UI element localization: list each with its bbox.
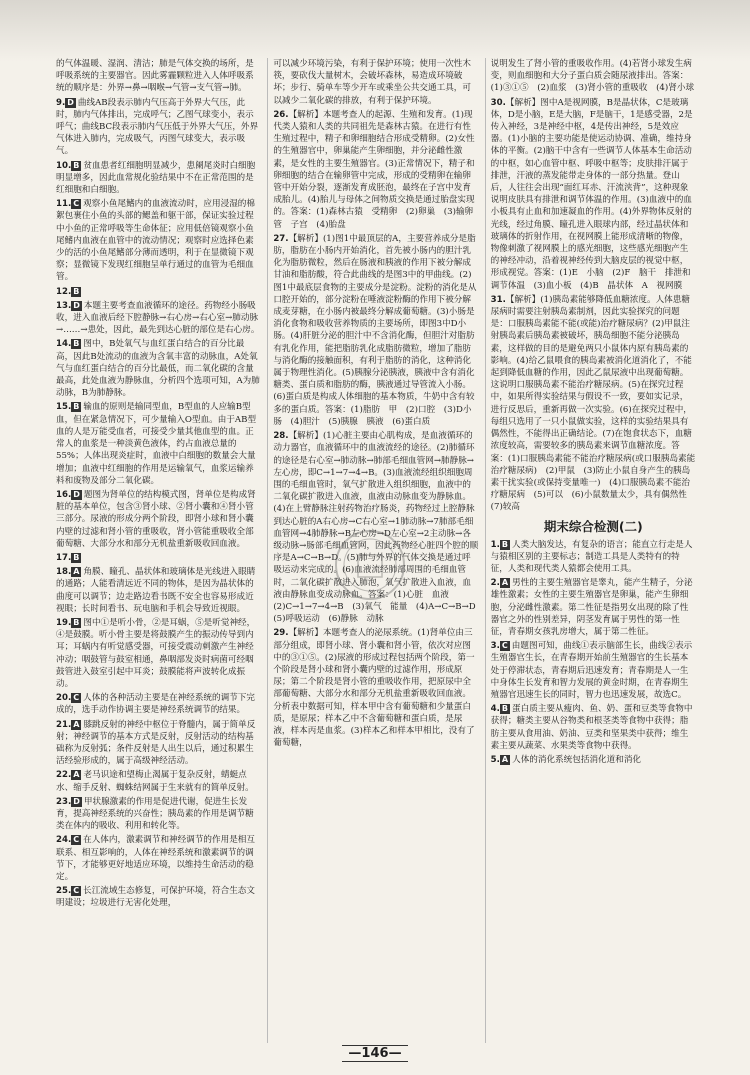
answer-item [491,539,696,576]
answer-item [56,300,261,337]
question-number: 31. [490,294,506,305]
question-number: 18. [56,567,72,578]
explanation-text: 【解析】本题考查人的起源、生殖和发育。(1)现代类人猿和人类的共同祖先是森林古猿。在进行有性生殖过程中，精子和卵细胞结合形成受精卵。(2)女性的生殖器官中，卵巢能产生卵细胞，并分泌雌性激素，是女性的主要生殖器官。(3)正常情况下，精子和卵细胞的结合在输卵管中完成，形成的受精卵在输卵管中开始分裂，逐渐发育成胚泡，最终在子宫中发育成胎儿。(4)胎儿与母体之间物质交换是通过胎盘实现的。答案：(1)森林古猿 受精卵 (2)卵巢 (3)输卵管 子宫 (4)胎盘 [273,109,475,230]
answer-item [491,703,696,752]
question-number: 9. [56,97,66,108]
question-number: 11. [56,199,72,210]
answer-choice-badge: A [73,567,80,577]
answer-item [491,97,696,292]
answer-choice-badge: D [73,796,80,806]
answer-item [273,233,478,428]
question-number: 17. [56,552,72,563]
answer-item [56,566,261,615]
question-number: 3. [490,641,500,652]
question-number: 26. [273,109,289,120]
answer-item [56,834,261,883]
answer-choice-badge: A [501,578,509,588]
explanation-text: 人体的消化系统包括消化道和消化 [512,754,642,765]
explanation-text: 人体的各种活动主要是在神经系统的调节下完成的，选手动作协调主要是神经系统调节的结果。 [56,693,255,716]
explanation-text: 在人体内，激素调节和神经调节的作用是相互联系、相互影响的，人体在神经系统和激素调节的调节下，才能够更好地适应环境，以维持生命活动的稳定。 [56,835,255,882]
answer-choice-badge: B [73,160,80,170]
explanation-text: 角膜、瞳孔、晶状体和玻璃体是光线进入眼睛的通路；人能看清远近不同的物体，是因为晶状体的曲度可以调节；边走路边看书既不安全也容易形成近视眼；长时间看书、玩电脑和手机会导致近视眼。 [56,567,256,614]
answer-item [56,489,261,550]
answer-choice-badge: D [73,300,80,310]
answer-item [56,719,261,768]
question-number: 22. [56,770,72,781]
explanation-text: 【解析】本题考查人的泌尿系统。(1)肾单位由三部分组成，即肾小球、肾小囊和肾小管，依次对应图中的③①⑤。(2)尿液的形成过程包括两个阶段，第一个阶段是肾小球和肾小囊内壁的过滤作用，形成原尿；第二个阶段是肾小管的重吸收作用，把原尿中全部葡萄糖、大部分水和部分无机盐重新吸收回血液。分析表中数据可知，样本甲中含有葡萄糖和少量蛋白质，是原尿；样本乙中不含葡萄糖和蛋白质，是尿液，样本丙是血浆。(3)样本乙和样本甲相比，没有了葡萄糖， [273,628,475,749]
answer-choice-badge: B [501,539,509,549]
explanation-text: 长江流域生态修复，可保护环境，符合生态文明建设；垃圾进行无害化处理， [56,886,255,909]
question-number: 10. [56,160,72,171]
question-number: 13. [56,300,72,311]
answer-item [491,294,696,514]
answer-item [273,58,478,107]
question-number: 30. [490,97,506,108]
answer-item [491,577,696,638]
question-number: 1. [490,539,500,550]
question-number: 12. [56,286,72,297]
answer-choice-badge: B [73,402,80,412]
explanation-text: 【解析】(1)心脏主要由心肌构成，是血液循环的动力器官，血液循环中的血液流经的途径。(2)肺循环的途径是右心室→肺动脉→肺部毛细血管网→肺静脉→左心房，即C→1→7→4→B。(3)血液流经组织细胞周围的毛细血管时，氧气扩散进入组织细胞，血液中的二氧化碳扩散进入血液，血液由动脉血变为静脉血。(4)在上臂静脉注射药物治疗肠炎，药物经过上腔静脉到达心脏的A右心房→C右心室→1肺动脉→7肺部毛细血管网→4肺静脉→B左心房→D左心室→2主动脉→各级动脉→肠部毛细血管网，因此药物经心脏四个腔的顺序是A→C→B→D。(5)肺与外界的气体交换是通过呼吸运动来完成的。(6)血液流经肺部周围的毛细血管时，二氧化碳扩散进入肺泡，氧气扩散进入血液，血液由静脉血变成动脉血。答案：(1)心脏 血液 (2)C→1→7→4→B (3)氧气 能量 (4)A→C→B→D (5)呼吸运动 (6)静脉 动脉 [273,431,485,625]
answer-item [56,97,261,158]
explanation-text: 的气体温暖、湿润、清洁；肺是气体交换的场所，是呼吸系统的主要器官。因此雾霾颗粒进入人体呼吸系统的顺序是：外界→鼻→咽喉→气管→支气管→肺。 [56,59,254,94]
answer-choice-badge: A [73,719,80,729]
question-number: 23. [56,796,72,807]
question-number: 25. [56,886,72,897]
answer-item [56,885,261,909]
explanation-text: 老马识途和望梅止渴属于复杂反射，蜻蜓点水、缩手反射、蜘蛛结网属于生来就有的简单反射。 [56,770,254,793]
explanation-text: 【解析】(1)图1中最顶层的A，主要营养成分是脂肪，脂肪在小肠内开始消化，首先被小肠内的胆汁乳化为脂肪微粒，然后在肠液和胰液的作用下被分解成甘油和脂肪酸，符合此曲线的是图3中的甲曲线。(2)图1中最底层食物的主要成分是淀粉。淀粉的消化是从口腔开始的，部分淀粉在唾液淀粉酶的作用下被分解成麦芽糖，在小肠内被最终分解成葡萄糖。(3)小肠是消化食物和吸收营养物质的主要场所，即图3中D小肠。(4)肝脏分泌的胆汁中不含消化酶，但胆汁对脂肪有乳化作用，能把脂肪乳化成脂肪微粒，增加了脂肪与消化酶的接触面积，有利于脂肪的消化，这种消化属于物理性消化。(5)胰腺分泌胰液，胰液中含有消化糖类、蛋白质和脂肪的酶，胰液通过导管流入小肠。(6)蛋白质是构成人体细胞的基本物质，牛奶中含有较多的蛋白质。答案：(1)脂肪 甲 (2)口腔 (3)D小肠 (4)胆汁 (5)胰腺 胰液 (6)蛋白质 [273,233,477,427]
answer-item [56,552,261,564]
explanation-text: 蛋白质主要从瘦肉、鱼、奶、蛋和豆类等食物中获得；糖类主要从谷物类和根茎类等食物中获得；脂肪主要从食用油、奶油、豆类和坚果类中获得；维生素主要从蔬菜、水果类等食物中获得。 [490,704,693,751]
explanation-text: 由题图可知，曲线①表示脑部生长，曲线②表示生殖器官生长，在青春期开始前生殖器官的生长基本处于停滞状态，青春期后迅速发育；青春期是人一生中身体生长发育和智力发展的黄金时期，在青春期生殖器官迅速生长的同时，智力也迅速发展，故选C。 [490,641,693,700]
explanation-text: 图中，B处氧气与血红蛋白结合的百分比最高，因此B处流动的血液为含氧丰富的动脉血，A处氧气与血红蛋白结合的百分比最低，而二氧化碳的含量最高，此处血液为静脉血，分析四个选项可知，A为肺动脉，B为肺静脉。 [56,339,260,399]
answer-choice-badge: D [67,97,74,107]
column-1 [56,58,261,1043]
question-number: 29. [273,628,289,639]
answer-item [491,58,696,95]
answer-item [491,640,696,701]
answer-choice-badge: C [501,641,508,651]
explanation-text: 甲状腺激素的作用是促进代谢，促进生长发育，提高神经系统的兴奋性；胰岛素的作用是调节糖类在体内的吸收、利用和转化等。 [56,796,254,832]
explanation-text: 本题主要考查血液循环的途径。药物经小肠吸收，进入血液后经下腔静脉→右心房→右心室→肺动脉→……→患处，因此，最先到达心脏的部位是右心房。 [56,300,260,336]
explanation-text: 图中①是听小骨，②是耳蜗，⑤是听觉神经，④是鼓膜。听小骨主要是将鼓膜产生的振动传导到内耳；耳蜗内有听觉感受器，可接受震动刺激产生神经冲动；咽鼓管与鼓室相通，鼻咽部发炎时病菌可经咽鼓管进入鼓室引起中耳炎；鼓膜能将声波转化成振动。 [56,617,256,689]
answer-item [273,109,478,231]
question-number: 24. [56,835,72,846]
answer-choice-badge: C [73,835,80,845]
question-number: 20. [56,693,72,704]
explanation-text: 观察小鱼尾鳍内的血液流动时，应用浸湿的棉絮包裹住小鱼的头部的鳃盖和躯干部，保证实验过程中小鱼的正常呼吸等生命体征；应用低倍镜观察小鱼尾鳍内血液在血管中的流动情况；观察时应选择色素少的活的小鱼尾鳍部分薄而透明，利于在显微镜下观察；显微镜下发现红细胞呈单行通过的血管为毛细血管。 [56,199,255,283]
page-number-text: 146 [361,1046,389,1061]
explanation-text: 膝跳反射的神经中枢位于脊髓内，属于简单反射；神经调节的基本方式是反射，反射活动的结构基础称为反射弧；条件反射是人出生以后，通过积累生活经验形成的，属于高级神经活动。 [56,719,256,767]
answer-item [56,692,261,716]
answer-item [56,58,261,95]
explanation-text: 输血的原则是输同型血，B型血的人应输B型血，但在紧急情况下，可少量输入O型血。由于AB型血的人是万能受血者，可接受少量其他血型的血。正常人的血浆是一种淡黄色液体，约占血液总量的55%；人体出现炎症时，血液中白细胞的数量会大量增加；血液中红细胞的作用是运输氧气，血浆运输养料和废物及部分二氧化碳。 [56,402,257,486]
column-3 [485,58,696,1043]
answer-choice-badge: C [73,199,80,209]
answer-item [56,198,261,283]
question-number: 16. [56,489,72,500]
stamp-seal-icon [330,525,410,605]
question-number: 27. [273,233,289,244]
answer-choice-badge: B [501,704,509,714]
question-number: 4. [490,704,500,715]
answer-choice-badge: C [73,693,80,703]
answer-choice-badge: A [73,770,80,780]
question-number: 5. [490,754,500,765]
question-number: 15. [56,402,72,413]
answer-choice-badge: D [73,489,80,499]
question-number: 2. [490,578,500,589]
explanation-text: 题图为肾单位的结构模式图，肾单位是构成肾脏的基本单位，包含③肾小球、②肾小囊和④肾小管三部分。尿液的形成分两个阶段，即肾小球和肾小囊内壁的过滤和肾小管的重吸收，肾小管能重吸收全部葡萄糖、大部分水和部分无机盐重新吸收回血液。 [56,489,256,549]
question-number: 19. [56,617,72,628]
explanation-text: 贫血患者红细胞明显减少，患阑尾炎时白细胞明显增多，因此血常规化验结果中不在正常范围的是红细胞和白细胞。 [56,160,256,196]
answer-item [56,338,261,399]
answer-item [56,401,261,486]
explanation-text: 可以减少环境污染，有利于保护环境；使用一次性木筷，要砍伐大量树木，会破坏森林，易造成环境破坏；步行、骑单车等少开车或乘坐公共交通工具，可以减少二氧化碳的排放，有利于保护环境。 [273,59,471,106]
explanation-text: 男性的主要生殖器官是睾丸，能产生精子，分泌雄性激素；女性的主要生殖器官是卵巢，能产生卵细胞，分泌雌性激素。第二性征是指男女出现的除了性器官之外的性别差异，阴茎发育属于男性的第一性征，青春期女孩乳房增大，属于第二性征。 [490,578,693,637]
answer-item [56,286,261,298]
explanation-text: 【解析】(1)胰岛素能够降低血糖浓度。人体患糖尿病时需要注射胰岛素制剂，因此实验探究的问题是：口服胰岛素能不能(或能)治疗糖尿病？(2)甲鼠注射胰岛素后胰岛素被破坏，胰岛细胞不能分泌胰岛素，这样做的目的是避免两只小鼠体内原有胰岛素的影响。(4)给乙鼠喂食的胰岛素被消化道消化了，不能起到降低血糖的作用，因此乙鼠尿液中出现葡萄糖。这说明口服胰岛素不能治疗糖尿病。(5)在探究过程中，如果所得实验结果与假设不一致，要如实记录，进行反思后，重新再做一次实验。(6)在探究过程中，每组只选用了一只小鼠做实验，这样的实验结果具有偶然性，不能得出正确结论。(7)在饱食状态下，血糖浓度较高，需要较多的胰岛素来调节血糖浓度。答案：(1)口服胰岛素能不能治疗糖尿病(或口服胰岛素能治疗糖尿病) (2)甲鼠 (3)防止小鼠自身产生的胰岛素干扰实验(或保持变量唯一) (4)口服胰岛素不能治疗糖尿病 (5)可以 (6)小鼠数量太少，具有偶然性 (7)较高 [490,294,696,513]
section-title: 期末综合检测(二) [543,518,643,534]
explanation-text: 【解析】图中A是视网膜，B是晶状体，C是玻璃体，D是小脑，E是大脑，F是脑干，1是感受器，2是传入神经，3是神经中枢，4是传出神经，5是效应器。(1)小脑的主要功能是使运动协调、准确，维持身体的平衡。(2)脑干中含有一些调节人体基本生命活动的中枢，如心血管中枢、呼吸中枢等；皮肤排汗属于排泄，汗液的蒸发能带走身体的一部分热量。登山后，人往往会出现“面红耳赤、汗流浃背”，这种现象说明皮肤具有排泄和调节体温的作用。(3)血液中的血小板具有止血和加速凝血的作用。(4)外界物体反射的光线，经过角膜、瞳孔进入眼球内部，经过晶状体和玻璃体的折射作用，在视网膜上能形成清晰的物像，物像刺激了视网膜上的感光细胞，这些感光细胞产生的神经冲动，沿着视神经传到大脑皮层的视觉中枢，形成视觉。答案：(1)E 小脑 (2)F 脑干 排泄和调节体温 (3)血小板 (4)B 晶状体 A 视网膜 [490,97,693,291]
answer-choice-badge: B [73,339,80,349]
answer-choice-badge: A [501,754,509,764]
question-number: 28. [273,431,289,442]
answer-item [273,627,478,749]
answer-item [56,796,261,833]
explanation-text: 曲线AB段表示肺内气压高于外界大气压，此时，肺内气体排出，完成呼气；乙图气球变小，表示呼气；曲线BC段表示肺内气压低于外界大气压，外界气体进入肺内，完成吸气，丙图气球变大，表示吸气。 [56,97,259,157]
answer-choice-badge: C [73,886,80,896]
answer-choice-badge: B [73,617,80,627]
scan-top-shadow [0,0,750,62]
question-number: 21. [56,719,72,730]
explanation-text: 人类大脑发达，有复杂的语言；能直立行走是人与猿相区别的主要标志；制造工具是人类特有的特征，人类和现代类人猿都会使用工具。 [490,539,693,574]
explanation-text: 说明发生了肾小管的重吸收作用。(4)若肾小球发生病变，则血细胞和大分子蛋白质会随尿液排出。答案：(1)③①⑤ (2)血浆 (3)肾小管的重吸收 (4)肾小球 [490,59,695,94]
answer-item [56,160,261,197]
answer-choice-badge: B [73,286,80,296]
page-number: —146— [0,1046,750,1061]
answer-item [491,754,696,766]
question-number: 14. [56,339,72,350]
answer-item [56,617,261,690]
answer-item [56,769,261,793]
answer-choice-badge: B [73,552,80,562]
